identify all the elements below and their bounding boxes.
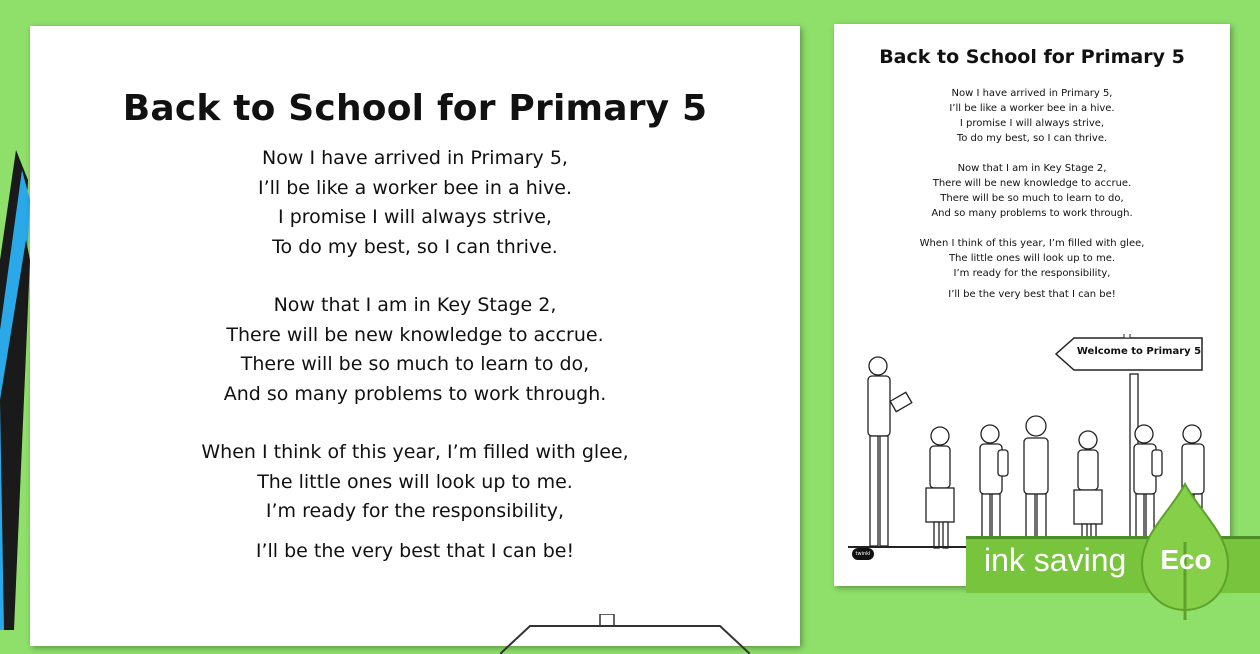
page-title: Back to School for Primary 5 [122, 88, 708, 129]
worksheet-page [30, 26, 800, 646]
stanza [834, 236, 1230, 281]
poem-line: To do my best, so I can thrive. [956, 133, 1108, 144]
poem-line: I’ll be like a worker bee in a hive. [258, 176, 572, 199]
poem-line: There will be so much to learn to do, [240, 353, 590, 375]
poem-line: I’ll be the very best that I can be! [948, 289, 1116, 300]
poem [30, 144, 800, 595]
building-roof-illustration [500, 614, 750, 654]
poem-line: The little ones will look up to me. [948, 253, 1116, 264]
poem-line: I’ll be like a worker bee in a hive. [949, 103, 1115, 114]
poem-line: When I think of this year, I’m filled with glee, [201, 441, 629, 463]
poem-line: I promise I will always strive, [278, 206, 552, 228]
poem-line: And so many problems to work through. [931, 208, 1133, 219]
preview-title: Back to School for Primary 5 [879, 46, 1185, 68]
poem-line: I’m ready for the responsibility, [953, 268, 1111, 279]
poem-line: And so many problems to work through. [223, 382, 607, 405]
twinkl-logo: twinkl [852, 548, 874, 560]
poem-line: There will be new knowledge to accrue. [226, 323, 604, 346]
poem-line: Now I have arrived in Primary 5, [262, 147, 568, 169]
ink-saving-label: ink saving [984, 542, 1127, 578]
stanza [30, 537, 800, 567]
poem-line: Now that I am in Key Stage 2, [273, 294, 557, 316]
poem-line: I promise I will always strive, [959, 118, 1105, 129]
poem-line: To do my best, so I can thrive. [272, 235, 558, 258]
stanza [834, 86, 1230, 146]
stanza [834, 287, 1230, 302]
preview-poem [834, 86, 1230, 317]
poem-line: There will be so much to learn to do, [940, 193, 1124, 204]
poem-line: Now I have arrived in Primary 5, [951, 88, 1113, 99]
poem-line: I’ll be the very best that I can be! [255, 539, 575, 562]
poem-line: Now that I am in Key Stage 2, [957, 163, 1107, 174]
poem-line: There will be new knowledge to accrue. [932, 178, 1132, 189]
poem-line: The little ones will look up to me. [257, 470, 573, 493]
sign-label: Welcome to Primary 5 [1076, 346, 1202, 357]
eco-label: Eco [1160, 544, 1212, 575]
stanza [30, 144, 800, 262]
poem-line: I’m ready for the responsibility, [265, 500, 565, 522]
stanza [30, 291, 800, 409]
stanza [834, 161, 1230, 221]
stanza [30, 438, 800, 527]
poem-line: When I think of this year, I’m filled with glee, [919, 238, 1145, 249]
